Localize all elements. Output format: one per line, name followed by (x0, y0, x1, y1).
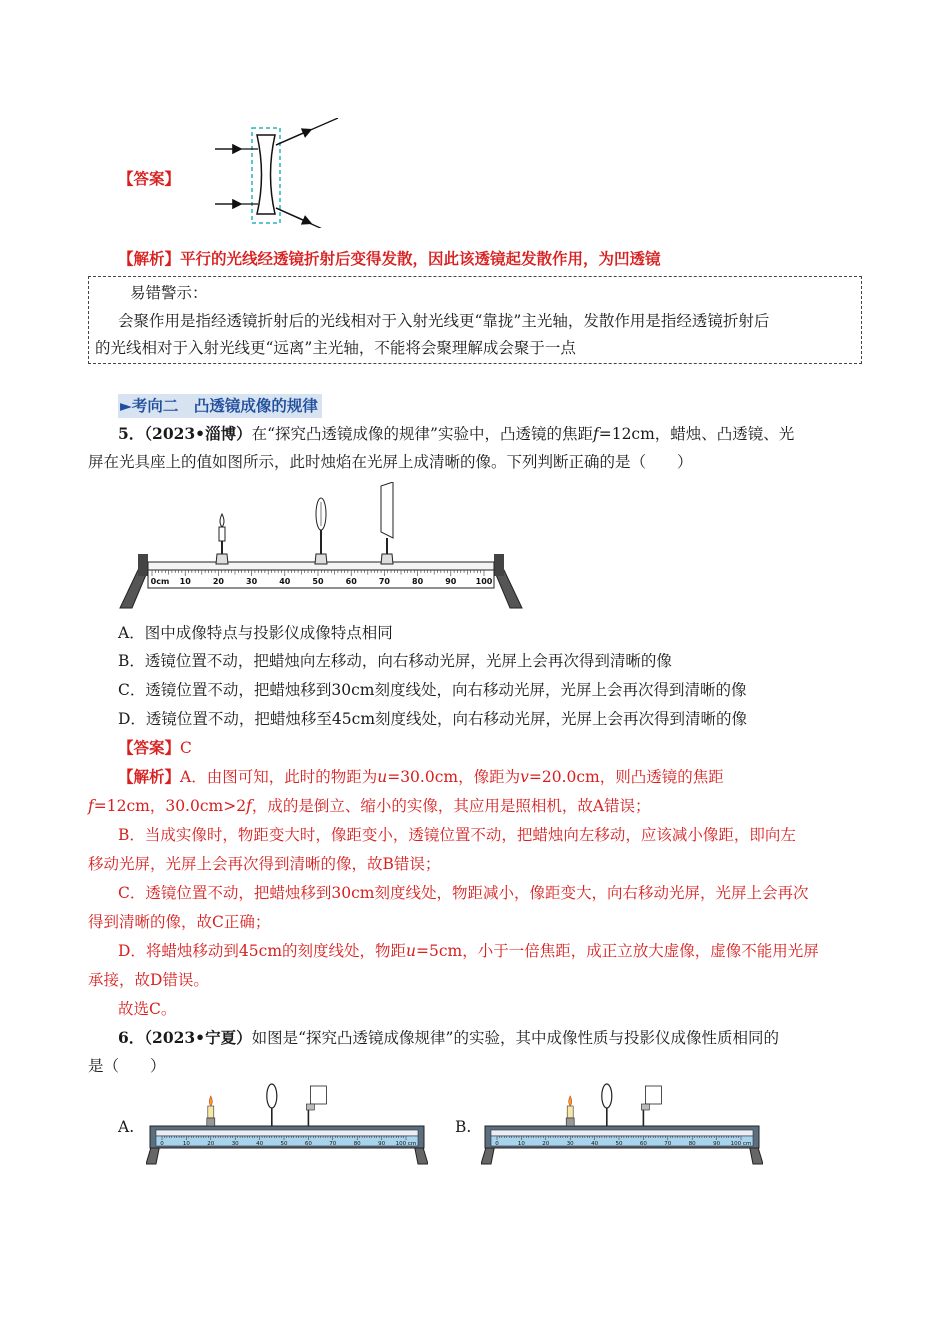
answer1-label: 【答案】 (118, 169, 181, 188)
section-header: ►考向二 凸透镜成像的规律 (118, 394, 322, 418)
optical-bench-q6-b (481, 1082, 763, 1166)
ruler-tick-label: 60 (345, 577, 357, 586)
analysis1: 【解析】平行的光线经透镜折射后变得发散，因此该透镜起发散作用，为凹透镜 (118, 249, 661, 268)
ruler-tick-label: 100 cm (730, 1141, 752, 1147)
light-screen (645, 1086, 661, 1104)
ruler-tick-label: 20 (207, 1141, 215, 1147)
q5-option-c: C．透镜位置不动，把蜡烛移到30cm刻度线处，向右移动光屏，光屏上会再次得到清晰的像 (118, 681, 747, 699)
triangle-marker-icon: ► (120, 396, 132, 415)
light-screen (381, 482, 393, 564)
warning-line1: 会聚作用是指经透镜折射后的光线相对于入射光线更“靠拢”主光轴，发散作用是指经透镜折射后 (118, 312, 770, 330)
ruler-tick-label: 0 (160, 1141, 164, 1147)
candle-holder (566, 1118, 574, 1126)
optical-bench-q5 (118, 482, 528, 612)
screen-clamp (306, 1104, 314, 1110)
bench-rail (491, 1130, 753, 1136)
q5-line2: 屏在光具座上的值如图所示，此时烛焰在光屏上成清晰的像。下列判断正确的是（ ） (88, 453, 693, 471)
ruler-tick-label: 70 (664, 1141, 672, 1147)
candle-flame (569, 1096, 572, 1106)
ruler-tick-label: 40 (591, 1141, 599, 1147)
q6-option-b-label: B. (455, 1118, 472, 1136)
convex-lens (267, 1084, 277, 1108)
candle (216, 514, 228, 564)
ruler-tick-label: 40 (256, 1141, 264, 1147)
q5-line1: 5．（2023•淄博）在“探究凸透镜成像的规律”实验中，凸透镜的焦距f=12cm，蜡烛、凸透镜、光 (118, 424, 795, 443)
ruler-tick-label: 0 (495, 1141, 499, 1147)
ruler-tick-label: 50 (312, 577, 324, 586)
q5-analysis-b-1: B．当成实像时，物距变大时，像距变小，透镜位置不动，把蜡烛向左移动，应该减小像距，即向左 (118, 826, 796, 844)
ruler-tick-label: 90 (713, 1141, 721, 1147)
q5-option-b: B．透镜位置不动，把蜡烛向左移动，向右移动光屏，光屏上会再次得到清晰的像 (118, 652, 672, 670)
bench-rail (156, 1130, 418, 1136)
ruler-tick-label: 80 (688, 1141, 696, 1147)
q5-analysis-c-2: 得到清晰的像，故C正确； (88, 913, 271, 931)
convex-lens (315, 498, 327, 564)
refracted-ray-bottom (276, 208, 338, 228)
ruler-tick-label: 90 (445, 577, 457, 586)
screen-clamp (641, 1104, 649, 1110)
light-screen (310, 1086, 326, 1104)
concave-lens-diagram (210, 118, 350, 228)
ruler-tick-label: 20 (212, 577, 224, 586)
ruler-tick-label: 100 (475, 577, 493, 586)
ruler-tick-label: 80 (353, 1141, 361, 1147)
candle-holder (207, 1118, 215, 1126)
warning-title: 易错警示： (130, 284, 208, 302)
ruler-tick-label: 30 (566, 1141, 574, 1147)
warning-line2: 的光线相对于入射光线更“远离”主光轴，不能将会聚理解成会聚于一点 (95, 339, 576, 357)
q5-option-a: A．图中成像特点与投影仪成像特点相同 (118, 624, 393, 642)
ruler-tick-label: 40 (279, 577, 291, 586)
ruler-tick-label: 100 cm (395, 1141, 417, 1147)
q6-line2: 是（ ） (88, 1057, 166, 1075)
q5-analysis-a-2: f=12cm，30.0cm>2f，成的是倒立、缩小的实像，其应用是照相机，故A错误； (88, 797, 651, 815)
ruler-tick-label: 50 (615, 1141, 623, 1147)
ruler-tick-label: 10 (179, 577, 191, 586)
q5-analysis-b-2: 移动光屏，光屏上会再次得到清晰的像，故B错误； (88, 855, 441, 873)
ruler-tick-label: 70 (329, 1141, 337, 1147)
ruler-tick-label: 70 (378, 577, 390, 586)
ruler-tick-label: 60 (304, 1141, 312, 1147)
q5-answer: 【答案】C (118, 738, 192, 757)
ruler-tick-label: 60 (639, 1141, 647, 1147)
ruler-tick-label: 0cm (150, 577, 170, 586)
q5-analysis-d-2: 承接，故D错误。 (88, 971, 209, 989)
candle-flame (209, 1096, 212, 1106)
q5-analysis-d-1: D．将蜡烛移动到45cm的刻度线处，物距u=5cm，小于一倍焦距，成正立放大虚像，虚像不能用光屏 (118, 942, 819, 960)
candle (567, 1106, 573, 1118)
candle (208, 1106, 214, 1118)
ruler-tick-label: 90 (378, 1141, 386, 1147)
q6-option-a-label: A. (118, 1118, 135, 1136)
q6-line1: 6．（2023•宁夏）如图是“探究凸透镜成像规律”的实验，其中成像性质与投影仪成像性质相同的 (118, 1028, 779, 1047)
optical-bench-q6-a (146, 1082, 428, 1166)
convex-lens (602, 1084, 612, 1108)
concave-lens (257, 135, 275, 214)
ruler-tick-label: 10 (517, 1141, 525, 1147)
ruler-tick-label: 30 (246, 577, 258, 586)
q5-option-d: D．透镜位置不动，把蜡烛移至45cm刻度线处，向右移动光屏，光屏上会再次得到清晰的像 (118, 710, 748, 728)
q5-analysis-a-1: 【解析】A．由图可知，此时的物距为u=30.0cm，像距为v=20.0cm，则凸透镜的焦距 (118, 767, 724, 786)
ruler-tick-label: 20 (542, 1141, 550, 1147)
ruler-tick-label: 80 (412, 577, 424, 586)
ruler-tick-label: 10 (182, 1141, 190, 1147)
q5-analysis-c-1: C．透镜位置不动，把蜡烛移到30cm刻度线处，物距减小，像距变大，向右移动光屏，光屏上会再次 (118, 884, 809, 902)
ruler-tick-label: 50 (280, 1141, 288, 1147)
ruler-tick-label: 30 (231, 1141, 239, 1147)
q5-conclusion: 故选C。 (118, 1000, 177, 1018)
